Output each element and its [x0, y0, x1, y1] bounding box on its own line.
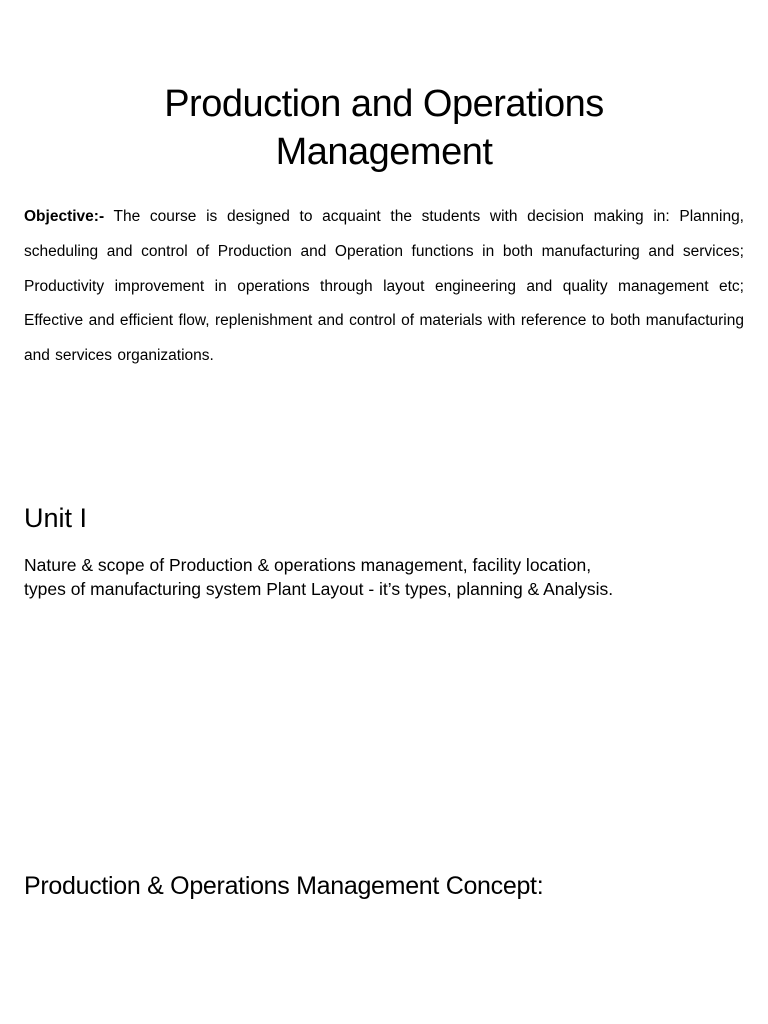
unit-1-description: [24, 553, 754, 601]
page-title: [0, 80, 768, 176]
objective-paragraph: [24, 200, 744, 374]
objective-label: Objective:-: [24, 208, 105, 225]
page-title-line-1: Production and Operations: [164, 83, 604, 125]
unit-1-description-line-2: types of manufacturing system Plant Layout - it’s types, planning & Analysis.: [24, 579, 614, 599]
objective-text: The course is designed to acquaint the students with decision making in: Planning, scheduling and control of Production and Operation functions in both manufacturing and services; Productivity improvement in operations through layout engineering and quality management etc; Effective and efficient flow, replenishment and control of materials with reference to both manufacturing and services organizations.: [24, 208, 744, 365]
concept-heading: Production & Operations Management Concept:: [24, 872, 544, 900]
page-title-line-2: Management: [275, 131, 493, 173]
unit-1-heading: Unit I: [24, 503, 88, 533]
unit-1-description-line-1: Nature & scope of Production & operations management, facility location,: [24, 555, 592, 575]
